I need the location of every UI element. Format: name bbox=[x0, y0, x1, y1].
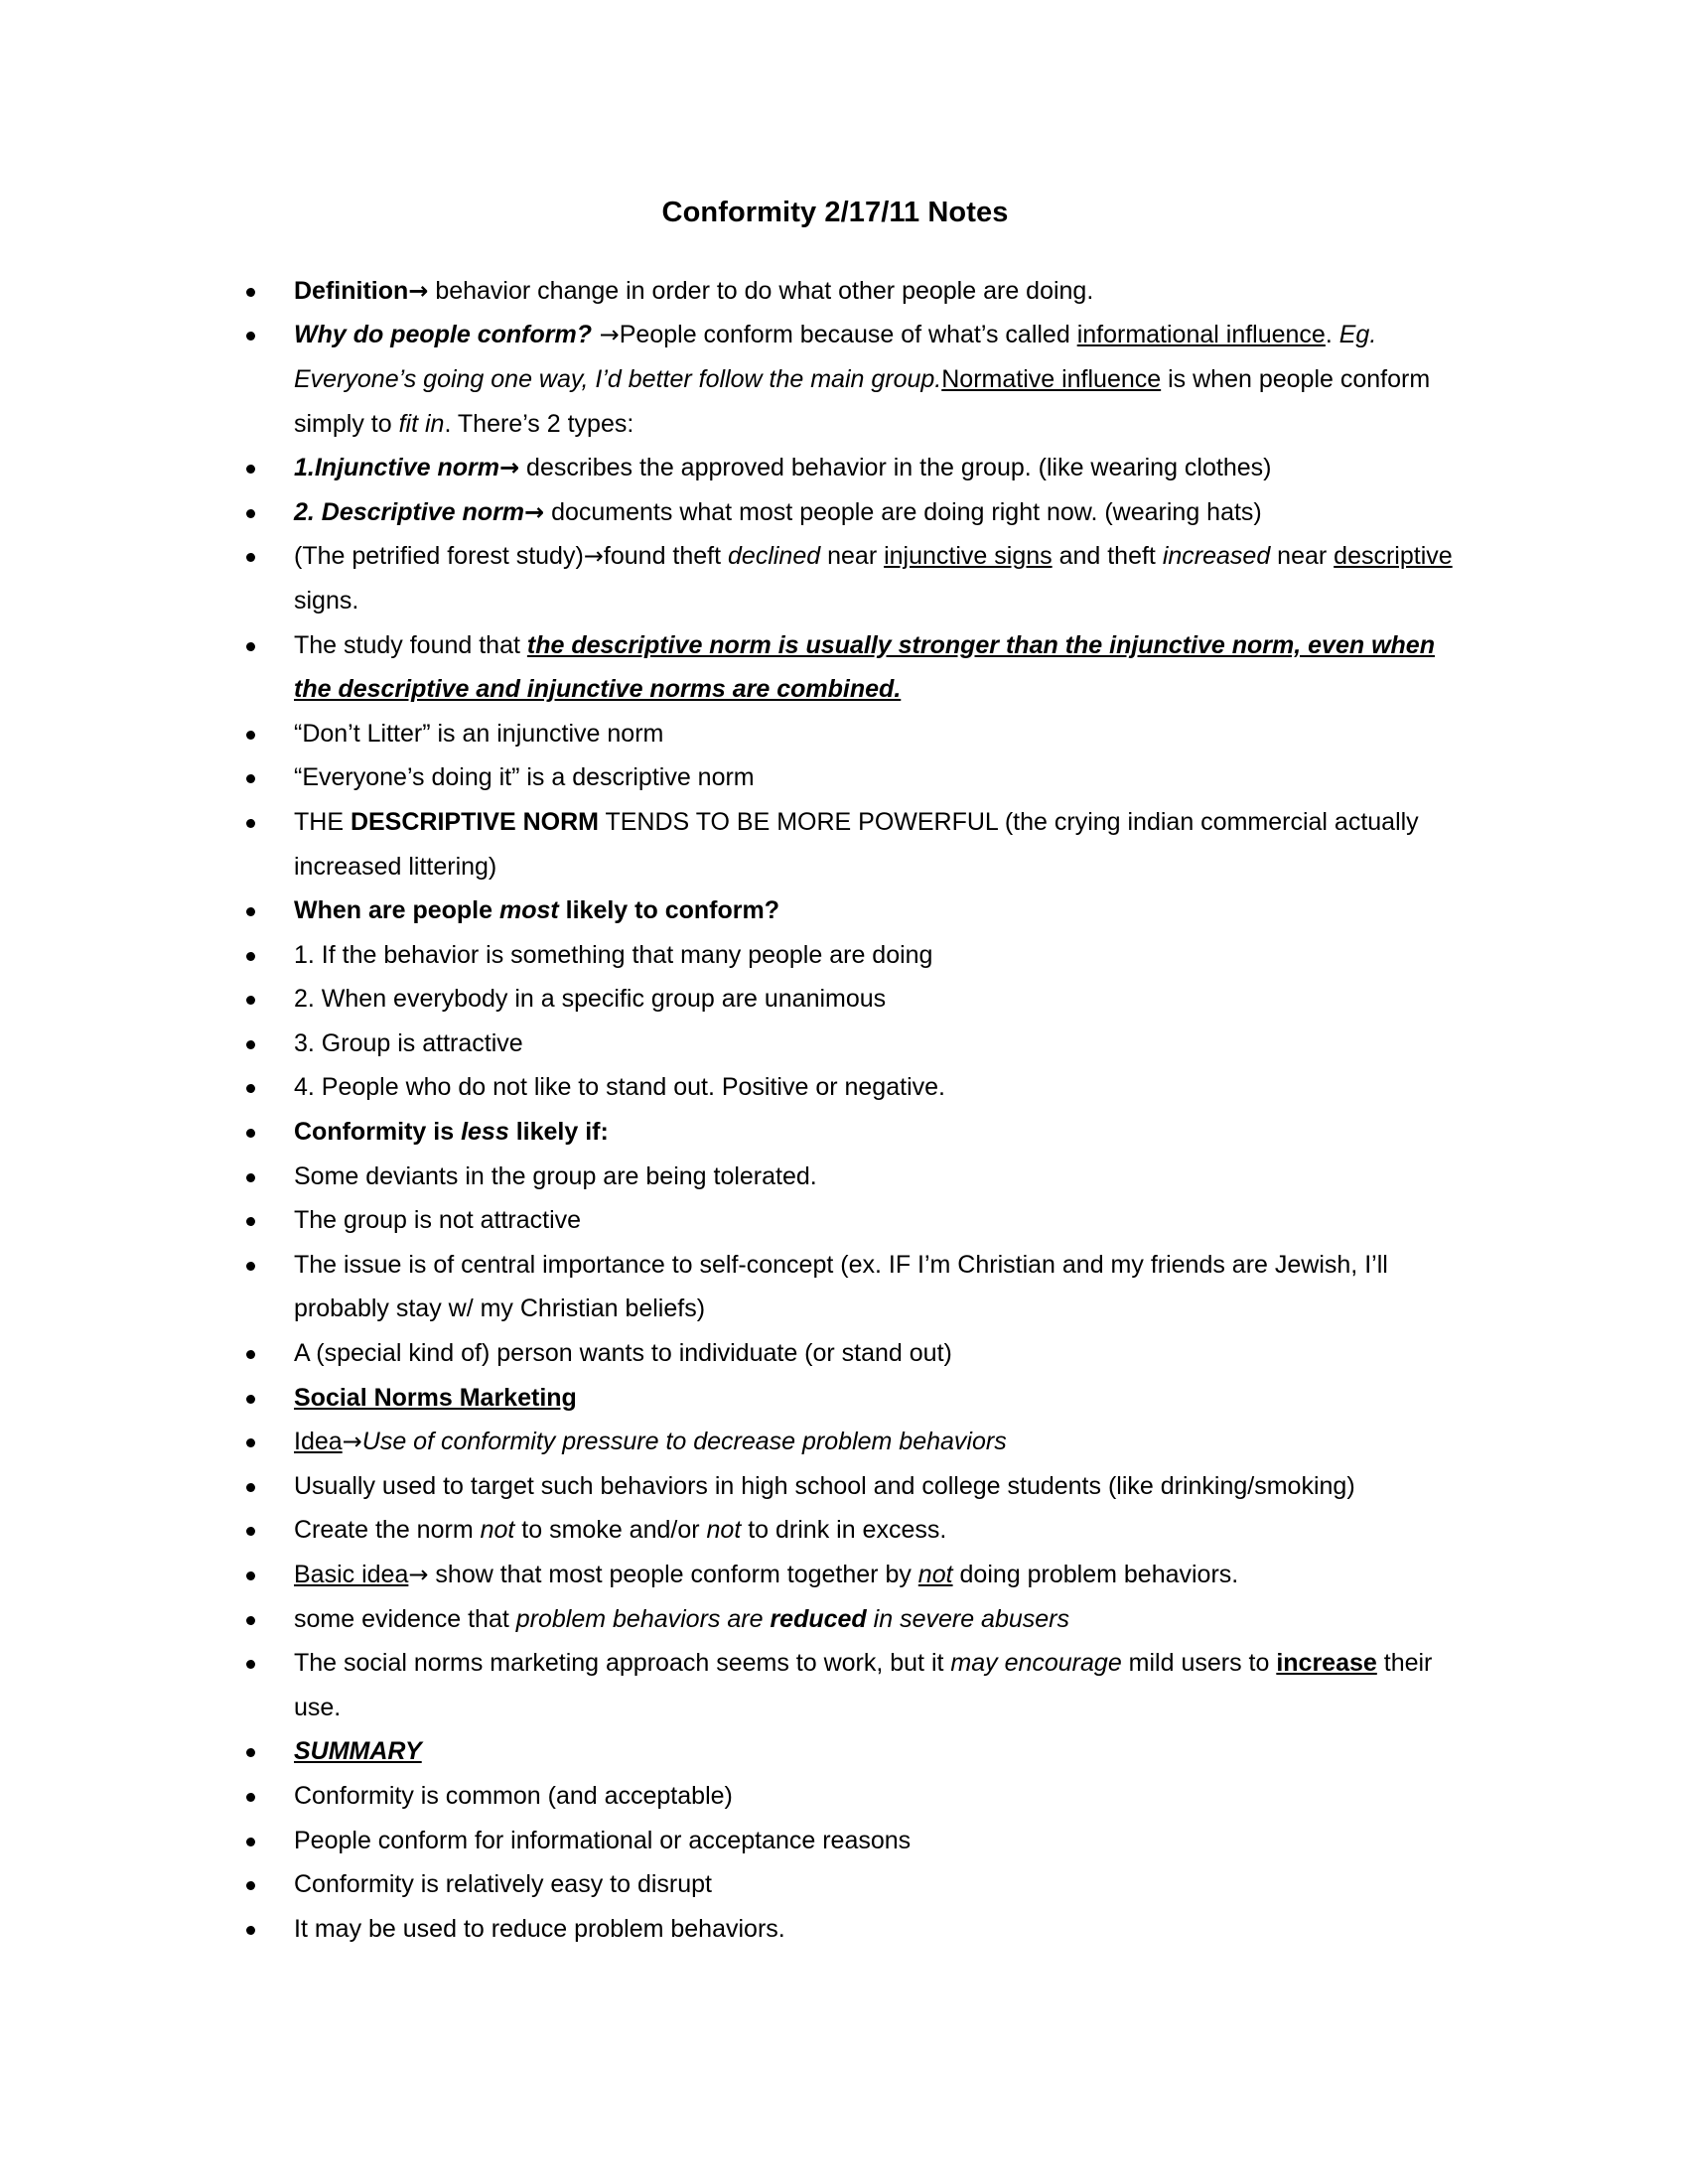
text-run: A (special kind of) person wants to individuate (or stand out) bbox=[294, 1339, 952, 1368]
text-run: 4. People who do not like to stand out. Positive or negative. bbox=[294, 1073, 945, 1102]
text-run: descriptive bbox=[1334, 542, 1453, 571]
list-item-petrified-forest-study bbox=[0, 534, 1688, 622]
text-run: (The petrified forest study) bbox=[294, 542, 584, 571]
text-run: declined bbox=[728, 542, 821, 571]
list-item-descriptive-norm-powerful bbox=[0, 800, 1688, 888]
text-run: Definition bbox=[294, 276, 409, 305]
text-run: → bbox=[342, 1428, 362, 1456]
text-run: 1.Injunctive norm bbox=[294, 454, 499, 482]
list-item-less-likely-2 bbox=[0, 1198, 1688, 1243]
text-run: near bbox=[820, 542, 885, 571]
text-run: The issue is of central importance to self-concept (ex. IF I’m Christian and my friends are Jewish, I’ll probably stay w/ my Christian beliefs) bbox=[294, 1250, 1388, 1323]
text-run: may encourage bbox=[950, 1649, 1122, 1678]
text-run: to drink in excess. bbox=[741, 1516, 947, 1545]
text-run: → bbox=[408, 276, 429, 305]
text-run: signs. bbox=[294, 586, 359, 614]
text-run: describes the approved behavior in the group. (like wearing clothes) bbox=[519, 454, 1272, 482]
text-run: not bbox=[706, 1516, 742, 1545]
text-run: fit in bbox=[398, 409, 445, 438]
text-run: not bbox=[480, 1516, 515, 1545]
text-run: found theft bbox=[603, 542, 729, 571]
notes-bullet-list bbox=[0, 269, 1688, 1952]
text-run: Some deviants in the group are being tolerated. bbox=[294, 1161, 817, 1190]
text-run: → bbox=[583, 542, 604, 571]
text-run: to smoke and/or bbox=[514, 1516, 707, 1545]
text-run: Idea bbox=[294, 1428, 343, 1456]
list-item-likely-1 bbox=[0, 933, 1688, 978]
text-run: increase bbox=[1276, 1649, 1377, 1678]
text-run: in severe abusers bbox=[866, 1604, 1069, 1633]
text-run: The study found that bbox=[294, 630, 527, 659]
text-run: problem behaviors are bbox=[515, 1604, 771, 1633]
list-item-usually-used bbox=[0, 1464, 1688, 1509]
list-item-summary-header bbox=[0, 1729, 1688, 1774]
list-item-when-most-likely bbox=[0, 888, 1688, 933]
list-item-summary-4 bbox=[0, 1907, 1688, 1952]
text-run: Use of conformity pressure to decrease problem behaviors bbox=[361, 1428, 1007, 1456]
text-run: the descriptive norm is usually stronger than the injunctive norm, even when the descriptive and injunctive norms are combined. bbox=[294, 630, 1435, 704]
text-run: informational influence bbox=[1076, 321, 1326, 349]
list-item-definition bbox=[0, 269, 1688, 314]
list-item-descriptive-norm bbox=[0, 490, 1688, 535]
list-item-likely-2 bbox=[0, 977, 1688, 1022]
list-item-approach-seems-to-work bbox=[0, 1641, 1688, 1729]
list-item-basic-idea bbox=[0, 1553, 1688, 1597]
text-run: Social Norms Marketing bbox=[294, 1383, 577, 1412]
text-run: Why do people conform? bbox=[294, 321, 592, 349]
text-run: 2. When everybody in a specific group are unanimous bbox=[294, 985, 887, 1014]
text-run: not bbox=[917, 1561, 953, 1589]
list-item-less-likely-1 bbox=[0, 1155, 1688, 1199]
text-run: People conform for informational or acceptance reasons bbox=[294, 1826, 912, 1854]
text-run: documents what most people are doing right now. (wearing hats) bbox=[544, 497, 1262, 526]
page-title: Conformity 2/17/11 Notes bbox=[661, 197, 1009, 228]
text-run: their use. bbox=[294, 1649, 1433, 1721]
list-item-injunctive-norm bbox=[0, 446, 1688, 490]
text-run: mild users to bbox=[1121, 1649, 1277, 1678]
text-run: THE bbox=[294, 807, 351, 836]
list-item-less-likely-3 bbox=[0, 1243, 1688, 1331]
list-item-idea bbox=[0, 1420, 1688, 1464]
list-item-study-found bbox=[0, 623, 1688, 712]
text-run: Normative influence bbox=[941, 364, 1162, 393]
text-run: Conformity is bbox=[294, 1118, 462, 1147]
text-run: doing problem behaviors. bbox=[952, 1561, 1239, 1589]
list-item-dont-litter bbox=[0, 712, 1688, 756]
text-run: DESCRIPTIVE NORM bbox=[350, 807, 599, 836]
list-item-everyones-doing-it bbox=[0, 755, 1688, 800]
list-item-likely-4 bbox=[0, 1065, 1688, 1110]
text-run: near bbox=[1270, 542, 1335, 571]
text-run: → bbox=[498, 454, 520, 482]
list-item-summary-2 bbox=[0, 1819, 1688, 1863]
text-run: show that most people conform together by bbox=[428, 1561, 918, 1589]
text-run: behavior change in order to do what other people are doing. bbox=[428, 276, 1094, 305]
text-run: is when people conform simply to bbox=[294, 364, 1431, 438]
list-item-summary-3 bbox=[0, 1862, 1688, 1907]
text-run: likely to conform? bbox=[558, 896, 779, 925]
list-item-create-the-norm bbox=[0, 1508, 1688, 1553]
text-run: . There’s 2 types: bbox=[444, 409, 634, 438]
text-run: When are people bbox=[294, 896, 499, 925]
text-run: Conformity is relatively easy to disrupt bbox=[294, 1870, 712, 1899]
text-run: Eg. Everyone’s going one way, I’d better follow the main group. bbox=[294, 321, 1377, 393]
text-run: likely if: bbox=[508, 1118, 609, 1147]
text-run: → bbox=[524, 497, 545, 526]
list-item-social-norms-marketing bbox=[0, 1376, 1688, 1421]
text-run: → bbox=[592, 321, 620, 349]
text-run: “Everyone’s doing it” is a descriptive norm bbox=[294, 763, 755, 792]
text-run: 1. If the behavior is something that many people are doing bbox=[294, 940, 933, 969]
text-run: The social norms marketing approach seems to work, but it bbox=[294, 1649, 951, 1678]
list-item-likely-3 bbox=[0, 1022, 1688, 1066]
list-item-less-likely-4 bbox=[0, 1331, 1688, 1376]
text-run: SUMMARY bbox=[294, 1737, 422, 1766]
text-run: and theft bbox=[1052, 542, 1163, 571]
text-run: less bbox=[461, 1118, 509, 1147]
list-item-why-do-people-conform bbox=[0, 313, 1688, 446]
text-run: → bbox=[408, 1561, 429, 1589]
text-run: Create the norm bbox=[294, 1516, 481, 1545]
text-run: reduced bbox=[770, 1604, 867, 1633]
text-run: Basic idea bbox=[294, 1561, 409, 1589]
text-run: It may be used to reduce problem behaviors. bbox=[294, 1914, 785, 1943]
list-item-summary-1 bbox=[0, 1774, 1688, 1819]
text-run: most bbox=[498, 896, 559, 925]
text-run: 3. Group is attractive bbox=[294, 1028, 523, 1057]
text-run: “Don’t Litter” is an injunctive norm bbox=[294, 719, 664, 748]
text-run: injunctive signs bbox=[884, 542, 1053, 571]
text-run: some evidence that bbox=[294, 1604, 516, 1633]
text-run: . bbox=[1325, 321, 1339, 349]
list-item-less-likely-header bbox=[0, 1110, 1688, 1155]
text-run: TENDS TO BE MORE POWERFUL (the crying indian commercial actually increased littering) bbox=[294, 807, 1419, 881]
text-run: People conform because of what’s called bbox=[619, 321, 1077, 349]
text-run: Usually used to target such behaviors in high school and college students (like drinking/smoking) bbox=[294, 1471, 1355, 1500]
text-run: Conformity is common (and acceptable) bbox=[294, 1781, 733, 1810]
text-run: increased bbox=[1162, 542, 1271, 571]
list-item-some-evidence bbox=[0, 1597, 1688, 1642]
text-run: 2. Descriptive norm bbox=[294, 497, 525, 526]
text-run: The group is not attractive bbox=[294, 1206, 582, 1235]
